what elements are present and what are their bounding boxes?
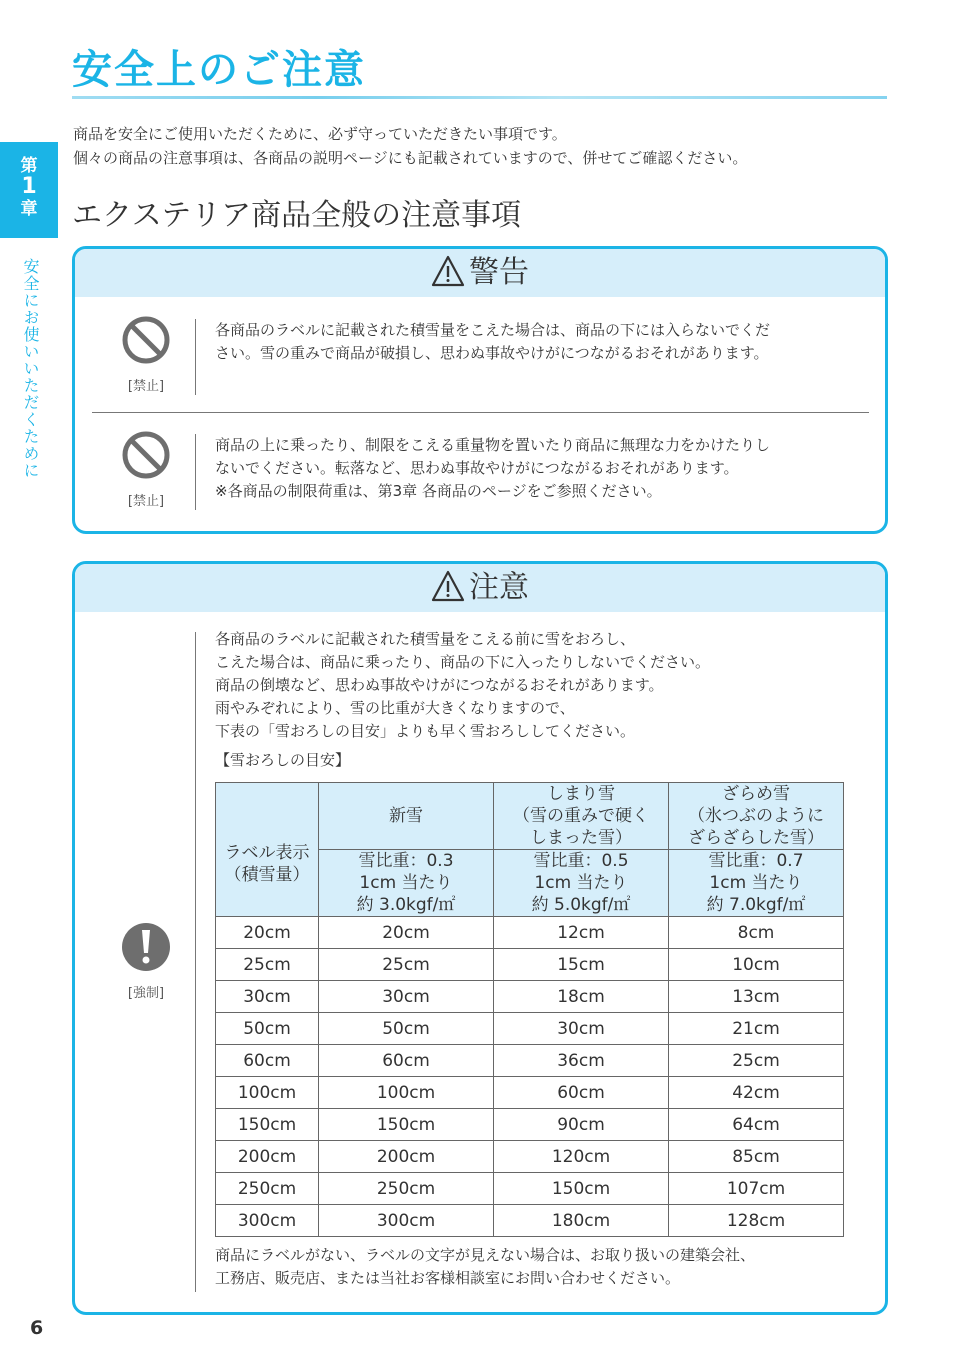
table-cell: 100cm (319, 1077, 494, 1109)
column-header-cell (669, 783, 844, 850)
table-row (216, 1173, 844, 1205)
section-heading: エクステリア商品全般の注意事項 (72, 198, 522, 233)
prohibited-icon-group (111, 430, 181, 509)
text-line: 商品にラベルがない、ラベルの文字が見えない場合は、お取り扱いの建築会社、 (215, 1246, 756, 1264)
table-cell: 250cm (216, 1173, 319, 1205)
table-cell: 25cm (319, 949, 494, 981)
table-row (216, 1077, 844, 1109)
spec-text: 雪比重：0.7 (708, 851, 804, 871)
table-cell: 50cm (216, 1013, 319, 1045)
table-cell: 60cm (319, 1045, 494, 1077)
table-cell: 150cm (319, 1109, 494, 1141)
header-text: （雪の重みで硬く (513, 806, 649, 826)
table-header-row (216, 783, 844, 850)
page-title: 安全上のご注意 (72, 47, 366, 93)
warning-box-header (75, 249, 885, 297)
spec-text: 約 5.0kgf/㎡ (531, 895, 631, 915)
column-header-cell (319, 783, 494, 850)
table-row (216, 1205, 844, 1237)
spec-text: 雪比重：0.3 (358, 851, 454, 871)
label-header-cell (216, 783, 319, 917)
chapter-tab-line: 章 (20, 199, 38, 219)
text-line: 下表の「雪おろしの目安」よりも早く雪おろししてください。 (215, 722, 636, 740)
warning-text (215, 319, 770, 365)
table-cell: 200cm (319, 1141, 494, 1173)
header-text: しまった雪） (530, 828, 632, 848)
divider (195, 632, 196, 1292)
header-text: （積雪量） (224, 864, 310, 885)
text-line: ないでください。転落など、思わぬ事故やけがにつながるおそれがあります。 (215, 459, 739, 477)
table-cell: 30cm (319, 981, 494, 1013)
table-cell: 10cm (669, 949, 844, 981)
text-line: ※各商品の制限荷重は、第3章 各商品のページをご参照ください。 (215, 482, 662, 500)
warning-triangle-icon (431, 255, 465, 287)
page-number: 6 (30, 1317, 44, 1339)
intro-text (73, 122, 747, 170)
divider (195, 319, 196, 395)
table-cell: 20cm (319, 917, 494, 949)
prohibited-label: [禁止] (127, 494, 165, 509)
table-row (216, 1109, 844, 1141)
snow-table-wrapper (215, 782, 844, 1237)
prohibited-icon (121, 315, 171, 365)
table-cell: 180cm (494, 1205, 669, 1237)
spec-cell (494, 850, 669, 917)
prohibited-icon-group (111, 315, 181, 394)
divider (92, 412, 869, 413)
table-cell: 200cm (216, 1141, 319, 1173)
text-line: 各商品のラベルに記載された積雪量をこえた場合は、商品の下には入らないでくだ (215, 321, 771, 339)
text-line: 商品の倒壊など、思わぬ事故やけがにつながるおそれがあります。 (215, 676, 664, 694)
side-chapter-label: 安全にお使いいただくために (21, 258, 40, 479)
spec-cell (669, 850, 844, 917)
table-row (216, 1141, 844, 1173)
table-cell: 13cm (669, 981, 844, 1013)
header-text: ざらめ雪 (722, 784, 790, 804)
table-cell: 25cm (216, 949, 319, 981)
snow-removal-table (215, 782, 844, 1237)
mandatory-label: [強制] (127, 986, 165, 1001)
table-cell: 42cm (669, 1077, 844, 1109)
table-title: 【雪おろしの目安】 (215, 751, 351, 769)
header-text: ざらざらした雪） (688, 828, 824, 848)
text-line: さい。雪の重みで商品が破損し、思わぬ事故やけがにつながるおそれがあります。 (215, 344, 769, 362)
table-cell: 30cm (494, 1013, 669, 1045)
table-cell: 107cm (669, 1173, 844, 1205)
warning-item (75, 430, 885, 520)
chapter-tab-number: 1 (21, 174, 37, 199)
spec-cell (319, 850, 494, 917)
mandatory-exclamation-icon (121, 922, 171, 972)
spec-text: 雪比重：0.5 (533, 851, 629, 871)
table-cell: 50cm (319, 1013, 494, 1045)
table-cell: 36cm (494, 1045, 669, 1077)
caution-footer-text (215, 1244, 755, 1290)
column-header-cell (494, 783, 669, 850)
warning-box (72, 246, 888, 534)
table-cell: 12cm (494, 917, 669, 949)
table-cell: 20cm (216, 917, 319, 949)
header-text: しまり雪 (547, 784, 615, 804)
spec-text: 1cm 当たり (534, 873, 628, 893)
table-cell: 8cm (669, 917, 844, 949)
prohibited-label: [禁止] (127, 379, 165, 394)
table-cell: 300cm (216, 1205, 319, 1237)
table-cell: 120cm (494, 1141, 669, 1173)
warning-triangle-icon (431, 570, 465, 602)
table-cell: 90cm (494, 1109, 669, 1141)
header-text: ラベル表示 (224, 842, 310, 863)
spec-text: 1cm 当たり (709, 873, 803, 893)
title-underline (72, 96, 887, 99)
text-line: 商品の上に乗ったり、制限をこえる重量物を置いたり商品に無理な力をかけたりし (215, 436, 771, 454)
warning-item (75, 315, 885, 405)
caution-box-header (75, 564, 885, 612)
text-line: 工務店、販売店、または当社お客様相談室にお問い合わせください。 (215, 1269, 681, 1287)
spec-text: 約 7.0kgf/㎡ (706, 895, 806, 915)
table-cell: 60cm (494, 1077, 669, 1109)
table-cell: 250cm (319, 1173, 494, 1205)
table-cell: 85cm (669, 1141, 844, 1173)
text-line: 雨やみぞれにより、雪の比重が大きくなりますので、 (215, 699, 575, 717)
intro-line: 商品を安全にご使用いただくために、必ず守っていただきたい事項です。 (73, 125, 567, 143)
warning-text (215, 434, 770, 503)
table-cell: 150cm (216, 1109, 319, 1141)
caution-box (72, 561, 888, 1315)
table-row (216, 1045, 844, 1077)
table-row (216, 917, 844, 949)
table-cell: 18cm (494, 981, 669, 1013)
table-cell: 300cm (319, 1205, 494, 1237)
table-cell: 60cm (216, 1045, 319, 1077)
caution-heading: 注意 (469, 570, 529, 605)
text-line: 各商品のラベルに記載された積雪量をこえる前に雪をおろし、 (215, 630, 636, 648)
table-cell: 25cm (669, 1045, 844, 1077)
divider (195, 434, 196, 510)
spec-text: 約 3.0kgf/㎡ (356, 895, 456, 915)
mandatory-icon-group (111, 922, 181, 1001)
table-row (216, 1013, 844, 1045)
spec-text: 1cm 当たり (359, 873, 453, 893)
prohibited-icon (121, 430, 171, 480)
intro-line: 個々の商品の注意事項は、各商品の説明ページにも記載されていますので、併せてご確認ください。 (73, 149, 748, 167)
chapter-tab-line: 第 (20, 156, 38, 176)
header-text: 新雪 (389, 806, 423, 826)
warning-heading: 警告 (469, 255, 529, 290)
table-cell: 21cm (669, 1013, 844, 1045)
table-cell: 64cm (669, 1109, 844, 1141)
text-line: こえた場合は、商品に乗ったり、商品の下に入ったりしないでください。 (215, 653, 711, 671)
table-cell: 150cm (494, 1173, 669, 1205)
table-row (216, 949, 844, 981)
table-row (216, 981, 844, 1013)
chapter-tab (0, 142, 58, 238)
table-cell: 15cm (494, 949, 669, 981)
table-cell: 100cm (216, 1077, 319, 1109)
header-text: （氷つぶのように (688, 806, 824, 826)
caution-text (215, 628, 710, 772)
table-cell: 30cm (216, 981, 319, 1013)
table-cell: 128cm (669, 1205, 844, 1237)
